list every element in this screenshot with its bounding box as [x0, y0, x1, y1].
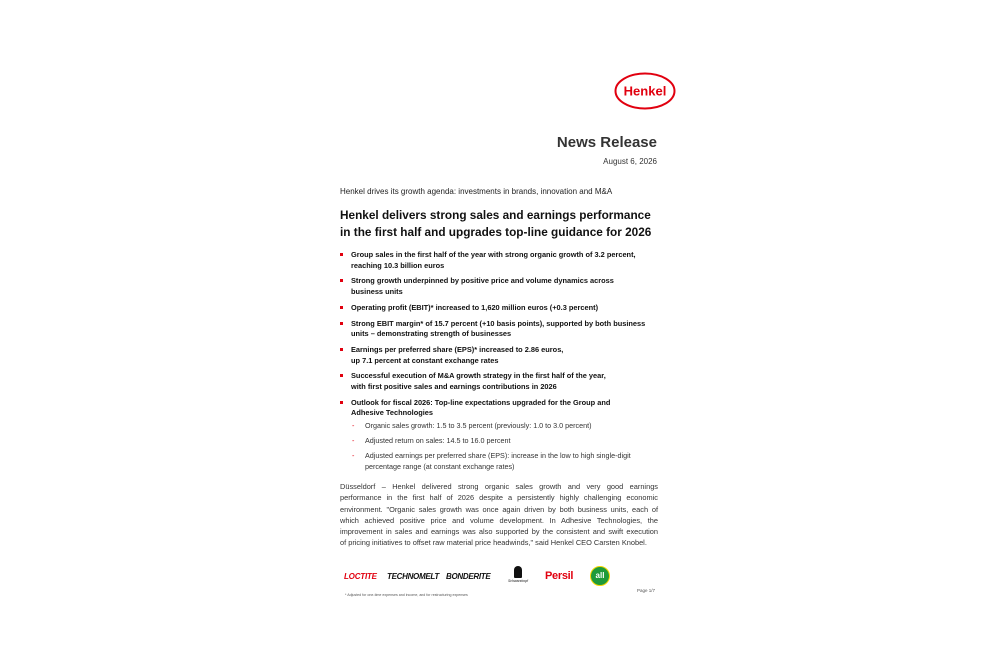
headline-line: Henkel delivers strong sales and earnings performance [340, 208, 651, 222]
logo-text: Henkel [623, 83, 667, 99]
dash-marker: - [352, 451, 355, 460]
bullet-marker [340, 374, 343, 377]
list-item: Earnings per preferred share (EPS)* increased to 2.86 euros, up 7.1 percent at constant exchange rates [340, 345, 662, 366]
bullet-marker [340, 279, 343, 282]
list-item: Outlook for fiscal 2026: Top-line expectations upgraded for the Group and Adhesive Technologies [340, 398, 662, 419]
henkel-logo [614, 72, 676, 110]
bullet-marker [340, 306, 343, 309]
persil-logo: Persil [545, 570, 574, 582]
schwarzkopf-figure-icon [514, 566, 522, 578]
list-item: - Adjusted return on sales: 14.5 to 16.0 percent [352, 436, 511, 445]
headline-line: in the first half and upgrades top-line guidance for 2026 [340, 225, 652, 239]
footnote: * Adjusted for one-time expenses and income, and for restructuring expenses [345, 593, 468, 597]
loctite-logo: LOCTITE [344, 572, 377, 581]
highlights-list [340, 250, 662, 424]
page-number: Page 1/7 [637, 588, 656, 593]
bullet-marker [340, 401, 343, 404]
brand-logos-row [340, 566, 670, 590]
list-item: Operating profit (EBIT)* increased to 1,620 million euros (+0.3 percent) [340, 303, 662, 314]
list-item: Strong EBIT margin* of 15.7 percent (+10 basis points), supported by both business units – demonstrating strength of businesses [340, 319, 662, 340]
bonderite-logo: BONDERITE [446, 572, 491, 581]
list-item: Strong growth underpinned by positive price and volume dynamics across business units [340, 276, 662, 297]
technomelt-logo: TECHNOMELT [387, 572, 439, 581]
bullet-marker [340, 322, 343, 325]
list-item: Group sales in the first half of the year with strong organic growth of 3.2 percent, reaching 10.3 billion euros [340, 250, 662, 271]
outlook-sub-list [352, 421, 662, 477]
list-item: - Adjusted earnings per preferred share (EPS): increase in the low to high single-digit percentage range (at constant exchange rates) [352, 451, 631, 471]
body-paragraph: Düsseldorf – Henkel delivered strong organic sales growth and very good earnings performance in the first half of 2026 despite a persistently highly challenging economic environment. "Organic sales growth was once again driven by both business units, each of which achieved positive price and volume development. In Adhesive Technologies, the improvement in sales and earnings was also supported by the consistent and swift execution of pricing initiatives to offset raw material price headwinds," said Henkel CEO Carsten Knobel. [340, 482, 658, 548]
all-logo: all [590, 566, 610, 586]
list-item: - Organic sales growth: 1.5 to 3.5 percent (previously: 1.0 to 3.0 percent) [352, 421, 592, 430]
kicker-line: Henkel drives its growth agenda: investments in brands, innovation and M&A [340, 187, 613, 196]
bullet-marker [340, 348, 343, 351]
list-item: Successful execution of M&A growth strategy in the first half of the year, with first positive sales and earnings contributions in 2026 [340, 371, 662, 392]
dash-marker: - [352, 421, 355, 430]
schwarzkopf-logo: Schwarzkopf [503, 566, 533, 588]
release-title: News Release [556, 134, 657, 151]
headline [340, 207, 660, 241]
bullet-marker [340, 253, 343, 256]
dash-marker: - [352, 436, 355, 445]
release-date: August 6, 2026 [603, 157, 657, 166]
